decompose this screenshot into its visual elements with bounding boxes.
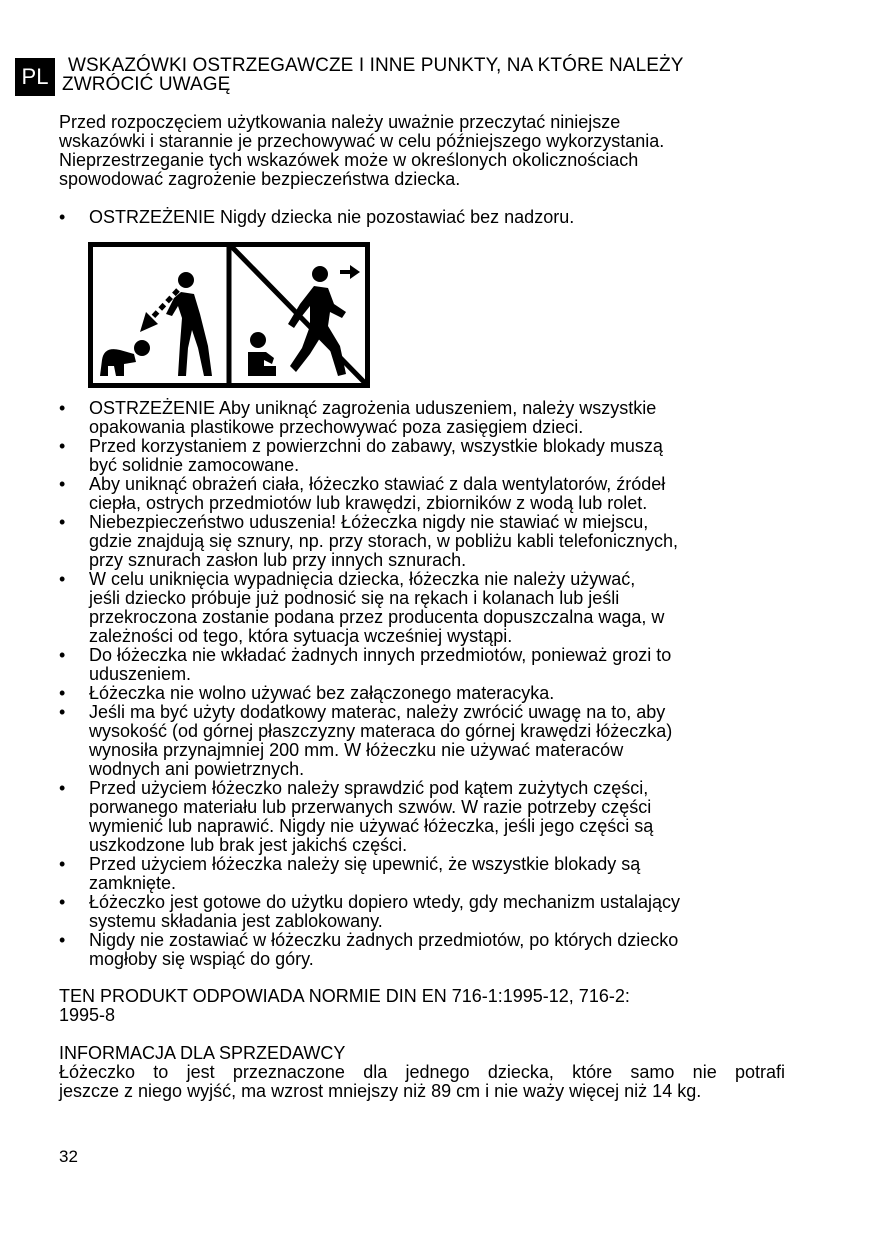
warning-text-line: Przed użyciem łóżeczka należy się upewnić, że wszystkie blokady są [89,854,641,874]
bullet: • [59,398,66,418]
warning-item [59,475,799,513]
seller-text-line: jeszcze z niego wyjść, ma wzrost mniejszy niż 89 cm i nie waży więcej niż 14 kg. [59,1081,702,1101]
intro-line: Nieprzestrzeganie tych wskazówek może w określonych okolicznościach [59,150,639,170]
warning-item [59,570,799,646]
warning-text-line: Łóżeczko jest gotowe do użytku dopiero wtedy, gdy mechanizm ustalający [89,892,680,912]
warning-text-line: zależności od tego, która sytuacja wcześniej wystąpi. [89,626,513,646]
heading-line-1: WSKAZÓWKI OSTRZEGAWCZE I INNE PUNKTY, NA KTÓRE NALEŻY [68,55,684,76]
section-heading [62,56,822,94]
warning-text-line: wynosiła przynajmniej 200 mm. W łóżeczku nie używać materaców [89,740,624,760]
intro-paragraph [59,113,799,189]
intro-line: Przed rozpoczęciem użytkowania należy uważnie przeczytać niniejsze [59,112,621,132]
warning-text-line: Przed korzystaniem z powierzchni do zabawy, wszystkie blokady muszą [89,436,663,456]
bullet: • [59,683,66,703]
bullet: • [59,569,66,589]
bullet: • [59,778,66,798]
warning-item [59,855,799,893]
seller-text-line: Łóżeczko to jest przeznaczone dla jednego dziecka, które samo nie potrafi [59,1062,785,1082]
page-number: 32 [59,1147,78,1166]
warning-text-line: W celu uniknięcia wypadnięcia dziecka, łóżeczka nie należy używać, [89,569,636,589]
warning-text-line: Aby uniknąć obrażeń ciała, łóżeczko stawiać z dala wentylatorów, źródeł [89,474,666,494]
norm-statement [59,987,630,1025]
warning-item [59,703,799,779]
warning-text-line: zamknięte. [89,873,177,893]
warning-text-line: wysokość (od górnej płaszczyzny materaca do górnej krawędzi łóżeczka) [89,721,673,741]
intro-line: wskazówki i starannie je przechowywać w celu późniejszego wykorzystania. [59,131,665,151]
warning-text-line: mogłoby się wspiąć do góry. [89,949,314,969]
warning-item [59,399,799,437]
warning-text-line: OSTRZEŻENIE Aby uniknąć zagrożenia uduszeniem, należy wszystkie [89,398,657,418]
seller-information [59,1044,785,1101]
warning-text-line: wodnych ani powietrznych. [89,759,305,779]
warning-text-line: Nigdy nie zostawiać w łóżeczku żadnych przedmiotów, po których dziecko [89,930,679,950]
warning-text-line: opakowania plastikowe przechowywać poza zasięgiem dzieci. [89,417,584,437]
bullet: • [59,207,66,227]
warning-text-line: porwanego materiału lub przerwanych szwów. W razie potrzeby części [89,797,652,817]
warning-text-line: Przed użyciem łóżeczko należy sprawdzić pod kątem zużytych części, [89,778,649,798]
norm-line: 1995-8 [59,1005,116,1025]
warning-item [59,779,799,855]
bullet: • [59,645,66,665]
warning-text-line: gdzie znajdują się sznury, np. przy storach, w pobliżu kabli telefonicznych, [89,531,678,551]
warning-item [59,931,799,969]
heading-line-2: ZWRÓCIĆ UWAGĘ [62,74,231,95]
bullet: • [59,702,66,722]
warning-item [59,208,799,227]
warning-text-line: uduszeniem. [89,664,192,684]
intro-line: spowodować zagrożenie bezpieczeństwa dziecka. [59,169,461,189]
warning-text-line: systemu składania jest zablokowany. [89,911,383,931]
bullet: • [59,930,66,950]
warning-item [59,437,799,475]
warning-text-line: Łóżeczka nie wolno używać bez załączonego materacyka. [89,683,555,703]
bullet: • [59,512,66,532]
warning-item [59,684,799,703]
bullet: • [59,474,66,494]
warning-text-line: jeśli dziecko próbuje już podnosić się na rękach i kolanach lub jeśli [89,588,620,608]
warning-item [59,646,799,684]
warning-text-line: ciepła, ostrych przedmiotów lub krawędzi, zbiorników z wodą lub rolet. [89,493,648,513]
warning-text-line: przekroczona zostanie podana przez producenta dopuszczalna waga, w [89,607,665,627]
supervision-pictogram [88,242,370,388]
seller-title: INFORMACJA DLA SPRZEDAWCY [59,1043,346,1063]
bullet: • [59,892,66,912]
warning-text-line: Niebezpieczeństwo uduszenia! Łóżeczka nigdy nie stawiać w miejscu, [89,512,649,532]
bullet: • [59,854,66,874]
warning-text-line: Do łóżeczka nie wkładać żadnych innych przedmiotów, ponieważ grozi to [89,645,672,665]
warning-text-line: być solidnie zamocowane. [89,455,300,475]
warning-text-line: Jeśli ma być użyty dodatkowy materac, należy zwrócić uwagę na to, aby [89,702,666,722]
warning-text-line: uszkodzone lub brak jest jakichś części. [89,835,408,855]
warning-text-line: wymienić lub naprawić. Nigdy nie używać łóżeczka, jeśli jego części są [89,816,654,836]
warning-text: OSTRZEŻENIE Nigdy dziecka nie pozostawiać bez nadzoru. [89,207,575,227]
norm-line: TEN PRODUKT ODPOWIADA NORMIE DIN EN 716-1:1995-12, 716-2: [59,986,630,1006]
warning-item [59,513,799,570]
bullet: • [59,436,66,456]
warning-item [59,893,799,931]
warnings-list [59,399,799,969]
language-badge: PL [15,58,55,96]
warning-text-line: przy sznurach zasłon lub przy innych sznurach. [89,550,467,570]
first-warning-list [59,208,799,227]
